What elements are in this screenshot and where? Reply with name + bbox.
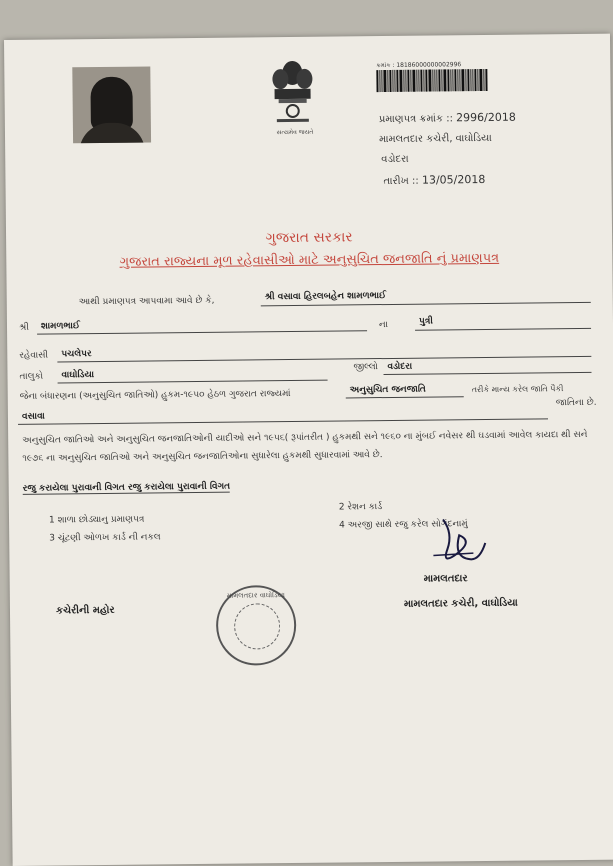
caste-suffix: જાતિના છે.	[555, 397, 597, 409]
evidence-item-1: 1 શાળા છોડ્યાનુ પ્રમાણપત્ર	[48, 514, 145, 526]
barcode-bar	[438, 69, 440, 91]
barcode-bar	[389, 70, 391, 92]
barcode-bar	[396, 70, 398, 92]
resident-label: રહેવાસી	[19, 350, 49, 361]
barcode-bar	[461, 69, 464, 91]
government-title: ગુજરાત સરકાર	[265, 229, 353, 247]
district-value: વડોદરા	[387, 361, 413, 373]
certificate-title: ગુજરાત રાજ્યના મૂળ રહેવાસીઓ માટે અનુસુચિત જનજાતિ નું પ્રમાણપત્ર	[119, 250, 500, 270]
issued-to-label: આથી પ્રમાણપત્ર આપવામા આવે છે કે,	[78, 295, 215, 308]
office-seal-label: કચેરીની મહોર	[55, 604, 115, 617]
legal-paragraph: અનુસુચિત જાતિઓ અને અનુસુચિત જનજાતિઓની યાદીઓ સને ૧૯૫૬( રૂપાંતરીત ) હુકમથી સને ૧૯૬૦ ના મુંબઈ નવેસર થી ઘડવામાં આવેલ કાયદા થી સને ૧૯૭૬ ના અનુસુચિત જાતિઓ અને અનુસુચિત જનજાતિઓના સુધારેલા હુકમથી સુધારવામાં આવે છે.	[22, 429, 588, 464]
relation-value: પુત્રી	[418, 316, 433, 327]
seal-ring-text: મામલતદાર વાઘોડિયા	[226, 591, 286, 600]
office-seal	[216, 585, 297, 666]
barcode	[376, 69, 516, 92]
issuing-office: મામલતદાર કચેરી, વાઘોડિયા	[379, 132, 492, 146]
district-label: જીલ્લો	[353, 362, 378, 373]
shri-label: શ્રી	[18, 322, 29, 333]
taluka-label: તાલુકો	[19, 371, 44, 382]
certificate-number: પ્રમાણપત્ર ક્રમાંક :: 2996/2018	[378, 110, 516, 126]
barcode-bar	[479, 69, 482, 91]
barcode-bar	[407, 70, 409, 92]
barcode-bar	[425, 70, 427, 92]
barcode-bar	[383, 70, 386, 92]
signature-mark	[413, 513, 494, 574]
evidence-item-2: 2 રેશન કાર્ડ	[338, 502, 383, 513]
constitution-text: જેના બંધારણના (અનુસુચિત જાતિઓ) હુકમ-૧૯૫૦ હેઠળ ગુજરાત રાજ્યમાં	[19, 389, 291, 402]
barcode-bar	[428, 70, 431, 92]
category-value: અનુસુચિત જનજાતિ	[349, 384, 426, 396]
recognized-text: તરીકે માન્ય કરેલ જાતિ પૈકી	[471, 384, 564, 395]
barcode-bar	[447, 69, 449, 91]
issue-date: તારીખ :: 13/05/2018	[383, 172, 486, 188]
evidence-item-3: 3 ચૂંટણી ઓળખ કાર્ડ ની નકલ	[49, 532, 161, 544]
issuing-city: વડોદરા	[381, 153, 409, 166]
barcode-bar	[454, 69, 456, 91]
national-emblem-icon	[266, 57, 319, 128]
father-name: શામળભાઈ	[40, 321, 80, 332]
barcode-bar	[467, 69, 469, 91]
resident-value: પચલેપર	[61, 349, 92, 360]
barcode-label: ક્રમાંક : 18186000000002996	[376, 61, 462, 70]
signatory-title: મામલતદાર	[423, 573, 468, 585]
certificate-paper	[4, 34, 613, 866]
evidence-item-4: 4 અરજી સાથે રજુ કરેલ સોગંદનામું	[339, 519, 468, 531]
barcode-bar	[443, 69, 446, 91]
emblem-caption: સત્યમેવ જયતે	[276, 128, 314, 137]
applicant-name: શ્રી વસાવા હિરલબહેન શામળભાઈ	[264, 291, 387, 303]
barcode-bar	[376, 70, 378, 92]
barcode-bar	[420, 70, 422, 92]
relation-label: ના	[378, 319, 388, 331]
evidence-heading: રજુ કરાયેલા પુરાવાની વિગત રજુ કરાયેલા પુરાવાની વિગત	[22, 481, 231, 494]
barcode-bar	[399, 70, 402, 92]
caste-value: વસાવા	[21, 411, 45, 422]
barcode-bar	[412, 70, 415, 92]
barcode-bar	[474, 69, 476, 91]
signatory-office: મામલતદાર કચેરી, વાઘોડિયા	[403, 597, 518, 610]
barcode-bar	[485, 69, 487, 91]
applicant-photo	[72, 66, 151, 143]
taluka-value: વાઘોડિયા	[61, 370, 95, 381]
